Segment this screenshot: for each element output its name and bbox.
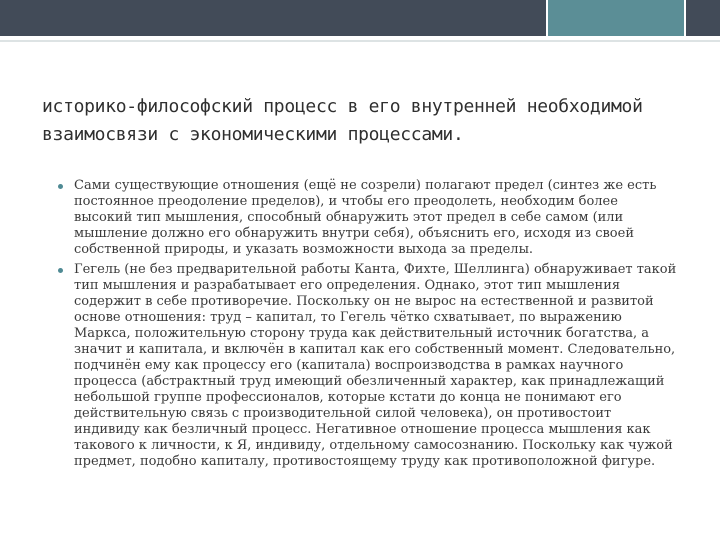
- header-divider: [0, 40, 720, 42]
- slide-title: историко-философский процесс в его внутренней необходимой взаимосвязи с экономическими процессами.: [42, 96, 643, 145]
- bullet-item: [56, 262, 678, 470]
- header-accent-teal-block: [546, 0, 684, 36]
- bullet-marker: [58, 184, 63, 189]
- bullet-list: [56, 178, 678, 474]
- bullet-marker: [58, 268, 63, 273]
- bullet-text: Сами существующие отношения (ещё не созрели) полагают предел (синтез же есть постоянное преодоление пределов), и чтобы его преодолеть, необходим более высокий тип мышления, способный обнаружить этот предел в себе самом (или мышление должно его обнаружить внутри себя), объяснить его, исходя из своей собственной природы, и указать возможности выхода за пределы.: [74, 178, 657, 257]
- bullet-text: Гегель (не без предварительной работы Канта, Фихте, Шеллинга) обнаруживает такой тип мышления и разрабатывает его определения. Однако, этот тип мышления содержит в себе противоречие. Поскольку он не вырос на естественной и развитой основе отношения: труд – капитал, то Гегель чётко схватывает, по выражению Маркса, положительную сторону труда как действительный источник богатства, а значит и капитала, и включён в капитал как его собственный момент. Следовательно, подчинён ему как процессу его (капитала) воспроизводства в рамках научного процесса (абстрактный труд имеющий обезличенный характер, как принадлежащий небольшой группе профессионалов, которые кстати до конца не понимают его действительную связь с производительной силой человека), он противостоит индивиду как безличный процесс. Негативное отношение процесса мышления как такового к личности, к Я, индивиду, отдельному самосознанию. Поскольку как чужой предмет, подобно капиталу, противостоящему труду как противоположной фигуре.: [74, 262, 677, 469]
- header-accent-blocks: [546, 0, 718, 36]
- bullet-item: [56, 178, 678, 258]
- header-accent-dark-block: [684, 0, 718, 36]
